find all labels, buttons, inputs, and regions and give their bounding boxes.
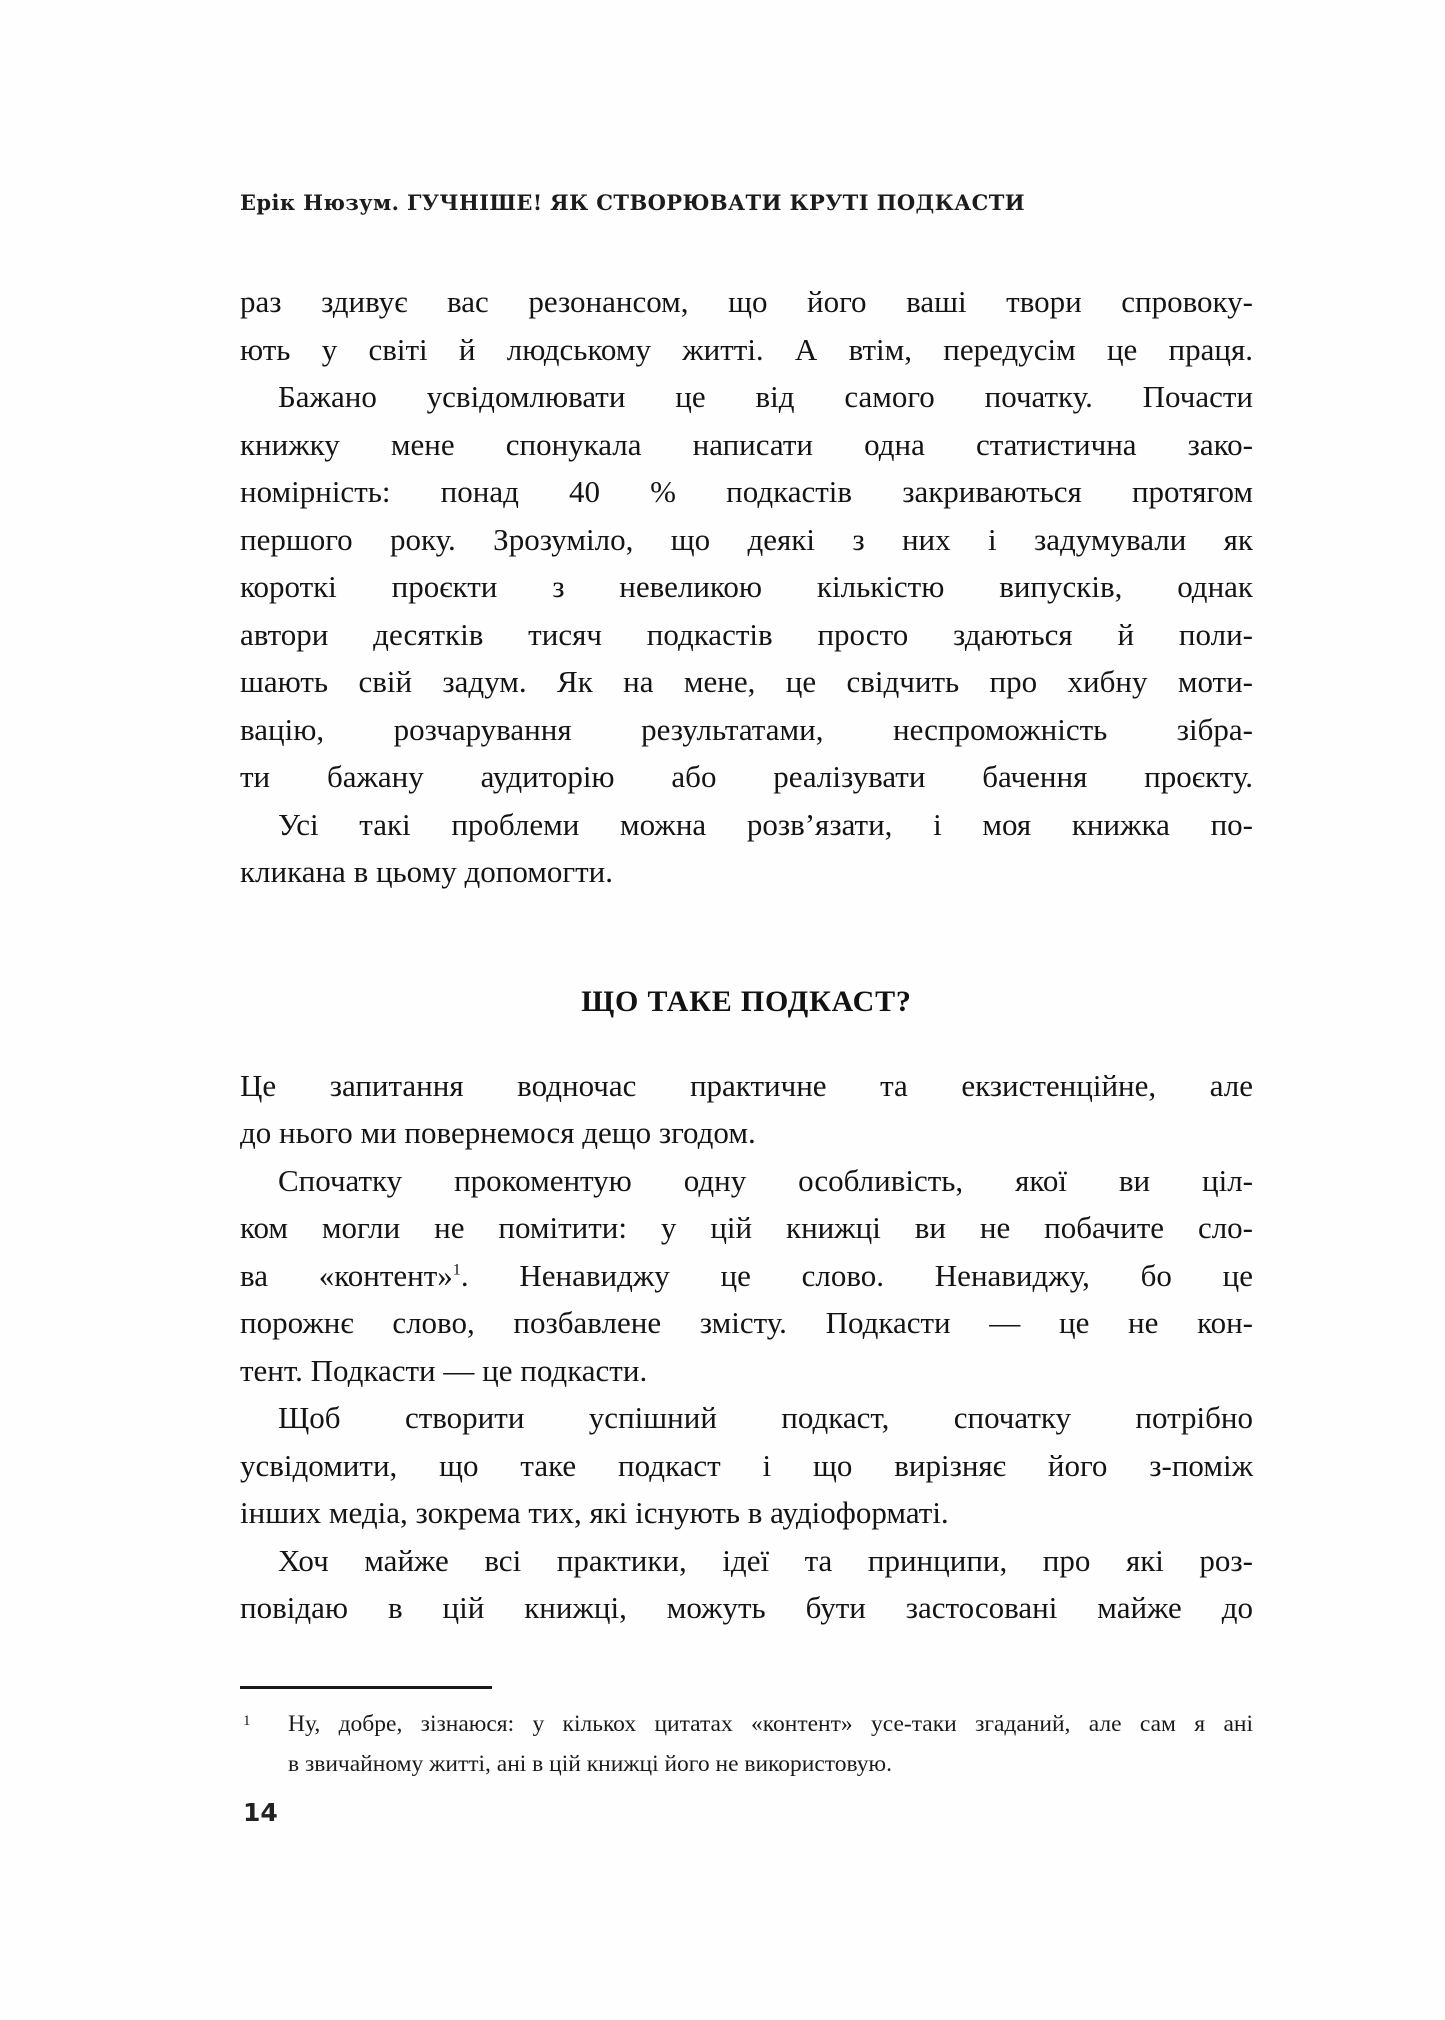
footnote-ref: 1 xyxy=(452,1261,461,1279)
text-line: усвідомити, що таке подкаст і що вирізняє його з-поміж xyxy=(240,1447,1253,1483)
text-line: кликана в цьому допомогти. xyxy=(240,854,613,889)
text-line: короткі проєкти з невеликою кількістю випусків, однак xyxy=(240,569,1253,604)
text-line: раз здивує вас резонансом, що його ваші твори спровоку- xyxy=(240,284,1253,319)
section-heading: ЩО ТАКЕ ПОДКАСТ? xyxy=(581,984,912,1018)
text-line: ва «контент»$^1$. Ненавиджу це слово. Ненавиджу, бо це xyxy=(240,1257,1253,1293)
text-line: шають свій задум. Як на мене, це свідчить про хибну моти- xyxy=(240,664,1253,699)
text-line: Це запитання водночас практичне та екзистенційне, але xyxy=(240,1067,1253,1103)
text-line: в звичайному житті, ані в цій книжці його не використовую. xyxy=(288,1751,892,1777)
footnote xyxy=(240,1686,1253,1784)
text-line: вацію, розчарування результатами, неспроможність зібра- xyxy=(240,711,1253,747)
text-line: номірність: понад 40 % подкастів закриваються протягом xyxy=(240,474,1253,509)
text-line: Ну, добре, зізнаюся: у кількох цитатах «контент» усе-таки згаданий, але сам я ані xyxy=(288,1711,1253,1737)
page-number: 14 xyxy=(243,1798,278,1827)
footnote-rule xyxy=(240,1686,492,1689)
footnote-marker: 1 xyxy=(243,1713,251,1729)
text-line: Щоб створити успішний подкаст, спочатку потрібно xyxy=(278,1400,1253,1435)
text-line: повідаю в цій книжці, можуть бути застосовані майже до xyxy=(240,1590,1253,1625)
text-line: тент. Подкасти — це подкасти. xyxy=(240,1352,648,1388)
text-line: порожнє слово, позбавлене змісту. Подкасти — це не кон- xyxy=(240,1305,1253,1340)
text-line: Спочатку прокоментую одну особливість, якої ви ціл- xyxy=(278,1162,1253,1198)
text-line: автори десятків тисяч подкастів просто здаються й поли- xyxy=(240,616,1253,652)
text-line: ють у світі й людському житті. А втім, передусім це праця. xyxy=(240,331,1253,367)
body-text xyxy=(240,278,1253,1632)
text-line: книжку мене спонукала написати одна статистична зако- xyxy=(240,426,1253,462)
text-line: ком могли не помітити: у цій книжці ви не побачите сло- xyxy=(240,1210,1253,1245)
text-line: ти бажану аудиторію або реалізувати бачення проєкту. xyxy=(240,759,1253,794)
footnote-text xyxy=(240,1704,1253,1784)
text-line: Бажано усвідомлювати це від самого початку. Почасти xyxy=(278,379,1253,414)
text-line: першого року. Зрозуміло, що деякі з них і задумували як xyxy=(240,521,1253,557)
running-header: Ерік Нюзум. ГУЧНІШЕ! ЯК СТВОРЮВАТИ КРУТІ ПОДКАСТИ xyxy=(240,190,1026,215)
text-line: Усі такі проблеми можна розв’язати, і моя книжка по- xyxy=(278,806,1253,842)
text-line: до нього ми повернемося дещо згодом. xyxy=(240,1115,756,1150)
text-line: інших медіа, зокрема тих, які існують в аудіоформаті. xyxy=(240,1495,949,1530)
text-line: Хоч майже всі практики, ідеї та принципи, про які роз- xyxy=(278,1542,1253,1578)
